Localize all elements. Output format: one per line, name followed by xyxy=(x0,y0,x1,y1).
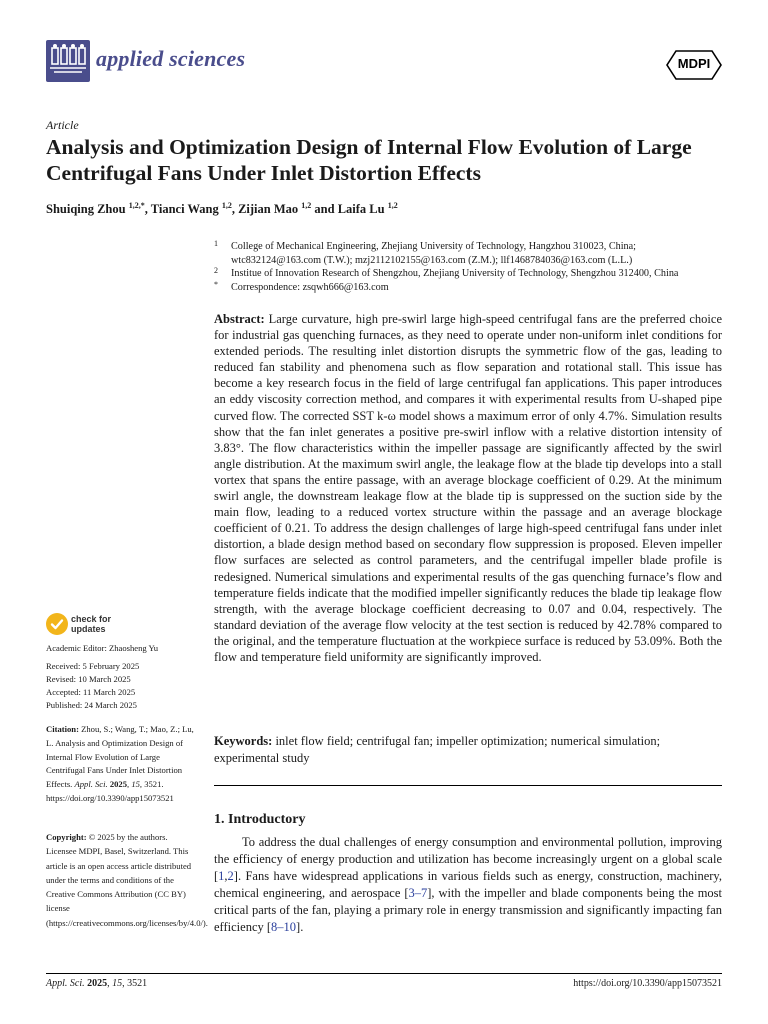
divider xyxy=(214,785,722,786)
affiliation-text: College of Mechanical Engineering, Zhejiang University of Technology, Hangzhou 310023, China; wtc832124@163.com (T.W.); mzj2112102155@163.com (Z.M.); llf1468784036@163.com (L.L.) xyxy=(231,241,636,266)
author-name[interactable]: Zijian Mao xyxy=(238,202,299,217)
author-name[interactable]: Tianci Wang xyxy=(150,202,219,217)
footer-article-no: , 3521 xyxy=(122,978,148,989)
article-type: Article xyxy=(46,118,79,132)
author-affil-mark: 1,2,* xyxy=(128,201,145,210)
citation-block: Citation: Zhou, S.; Wang, T.; Mao, Z.; Lu, L. Analysis and Optimization Design of Internal Flow Evolution of Large Centrifugal Fans Under Inlet Distortion Effects. Appl. Sci. 2025, 15, 3521. https://doi.org/10.3390/app15073521 xyxy=(46,724,194,803)
affiliations xyxy=(214,240,724,294)
date-accepted: Accepted: 11 March 2025 xyxy=(46,687,136,697)
abstract-label: Abstract: xyxy=(214,312,265,326)
footer-journal: Appl. Sci. xyxy=(46,978,85,989)
journal-name: applied sciences xyxy=(96,46,246,71)
citation-link[interactable]: 1 xyxy=(218,869,225,883)
keywords xyxy=(214,733,722,766)
intro-text: ]. xyxy=(296,920,304,934)
check-for-updates-badge[interactable] xyxy=(46,613,166,635)
footer-doi-link[interactable]: https://doi.org/10.3390/app15073521 xyxy=(573,978,722,989)
academic-editor: Academic Editor: Zhaosheng Yu xyxy=(46,643,159,653)
date-revised: Revised: 10 March 2025 xyxy=(46,674,131,684)
abstract xyxy=(214,311,722,665)
footer-volume: 15 xyxy=(112,978,123,989)
copyright-block xyxy=(46,830,208,930)
author-affil-mark: 1,2 xyxy=(301,201,312,210)
publisher-name: MDPI xyxy=(677,56,711,71)
copyright-text: © 2025 by the authors. Licensee MDPI, Basel, Switzerland. This article is an open access article distributed under the terms and conditions of the Creative Commons Attribution (CC BY) license (https://creativecommons.org/licenses/by/4.0/). xyxy=(46,832,208,928)
affiliation-text: Institue of Innovation Research of Shengzhou, Zhejiang University of Technology, Shengzhou 312400, China xyxy=(231,268,679,279)
intro-text: ]. Fans have widespread applications in various fields such as energy, construction, machinery, chemical engineering, and aerospace [ xyxy=(214,869,722,900)
author-list: Shuiqing Zhou $^{1,2,*}$, Tianci Wang $^{1,2}$, Zijian Mao $^{1,2}$ and Laifa Lu $^{1,2}$ xyxy=(46,201,398,217)
abstract-text: Large curvature, high pre-swirl large high-speed centrifugal fans are the preferred choice for industrial gas quenching furnaces, as they need to operate under non-uniform inlet conditions for extended periods. The resulting inlet distortion disrupts the symmetric flow of the gas, leading to reduced fan stability and phenomena such as flow separation and rotational stall. This issue has become a key research focus in the field of large centrifugal fan applications. This paper introduces an eddy viscosity correction method, and compares it with experimental results from U-shaped pipe curved flow. The corrected SST k-ω model shows a maximum error of only 4.7%. Simulation results show that the fan inlet generates a positive pre-swirl inflow with a relative distortion intensity of 3.83°. The flow characteristics within the impeller passage are significantly affected by the swirl angle distribution. At the maximum swirl angle, the leakage flow at the blade tip develops into a stall vortex that spans the entire passage, with an average blockage coefficient of 0.29. At the minimum swirl angle, the downstream leakage flow at the blade tip is suppressed on the suction side by the main flow, leading to a reduced vortex structure within the passage and an average blockage coefficient of 0.21. To address the design challenges of large high-speed centrifugal fans under inlet distortion, a blade design method based on secondary flow suppression is proposed. Eleven impeller flow surfaces are selected as control parameters, and the centrifugal impeller blade profile is redesigned. Numerical simulations and experimental results of the gas quenching furnace’s flow and temperature fields indicate that the modified impeller significantly reduces the blade tip leakage flow strength, with the average blockage coefficient decreasing to 0.07 and 0.04, respectively. The standard deviation of the average flow velocity at the test section is reduced by 42.78% compared to the original, and the temperature fluctuation at the workpiece surface is reduced by 53.09%. Both the flow and temperature field uniformity are significantly improved. xyxy=(214,312,722,664)
footer-year: 2025 xyxy=(87,978,108,989)
intro-text: To address the dual challenges of energy consumption and environmental pollution, improving the efficiency of energy production and utilization has become increasingly urgent on a global scale [ xyxy=(214,835,722,883)
author-name[interactable]: Shuiqing Zhou xyxy=(46,202,126,217)
citation-link[interactable]: 2 xyxy=(227,869,234,883)
citation-year: 2025 xyxy=(109,779,128,790)
footer-divider xyxy=(46,973,722,974)
check-for-updates-label xyxy=(71,614,111,634)
citation-text: Zhou, S.; Wang, T.; Mao, Z.; Lu, L. Analysis and Optimization Design of Internal Flow Evolution of Large Centrifugal Fans Under Inlet Distortion Effects. xyxy=(46,724,194,790)
paper-title: Analysis and Optimization Design of Internal Flow Evolution of Large Centrifugal Fans Under Inlet Distortion Effects xyxy=(46,135,692,185)
section-heading: 1. Introductory xyxy=(214,812,306,827)
affiliation-item xyxy=(214,240,724,267)
check-line: check for xyxy=(71,614,112,624)
date-received: Received: 5 February 2025 xyxy=(46,661,140,671)
intro-paragraph: To address the dual challenges of energy consumption and environmental pollution, improving the efficiency of energy production and utilization has become increasingly urgent on a global scale [1,2]. Fans have widespread applications in various fields such as energy, construction, machinery, chemical engineering, and aerospace [3–7], with the impeller and blade components being the most critical parts of the fan, playing a primary role in energy transmission and significantly impacting fan efficiency [8–10]. xyxy=(214,835,723,934)
citation-doi[interactable]: , 3521. https://doi.org/10.3390/app15073521 xyxy=(46,779,174,803)
keywords-text: inlet flow field; centrifugal fan; impeller optimization; numerical simulation; experimental study xyxy=(214,734,661,765)
author-affil-mark: 1,2 xyxy=(221,201,232,210)
citation-volume: 15 xyxy=(131,779,140,790)
affiliation-mark: * xyxy=(214,279,218,289)
check-line: updates xyxy=(71,624,106,634)
citation-link[interactable]: 3–7 xyxy=(408,886,428,900)
correspondence xyxy=(214,281,724,295)
publisher-logo xyxy=(666,50,722,80)
citation-journal: Appl. Sci. xyxy=(74,779,108,790)
citation-link[interactable]: 8–10 xyxy=(271,920,297,934)
keywords-label: Keywords: xyxy=(214,734,273,748)
footer-citation: Appl. Sci. 2025, 15, 3521 xyxy=(46,978,148,989)
citation-label: Citation: xyxy=(46,724,79,734)
affiliation-item xyxy=(214,267,724,281)
affiliation-mark: 1 xyxy=(214,239,218,248)
publication-dates xyxy=(46,660,196,712)
journal-logo-icon xyxy=(46,40,90,82)
copyright-label: Copyright: xyxy=(46,832,87,842)
intro-text: ], with the impeller and blade components being the most critical parts of the fan, playing a primary role in energy transmission and significantly impacting fan efficiency [ xyxy=(214,886,723,934)
correspondence-text[interactable]: Correspondence: zsqwh666@163.com xyxy=(231,281,389,293)
author-name[interactable]: Laifa Lu xyxy=(337,202,385,217)
check-icon xyxy=(46,613,68,635)
date-published: Published: 24 March 2025 xyxy=(46,700,137,710)
author-affil-mark: 1,2 xyxy=(387,201,398,210)
affiliation-mark: 2 xyxy=(214,266,218,275)
